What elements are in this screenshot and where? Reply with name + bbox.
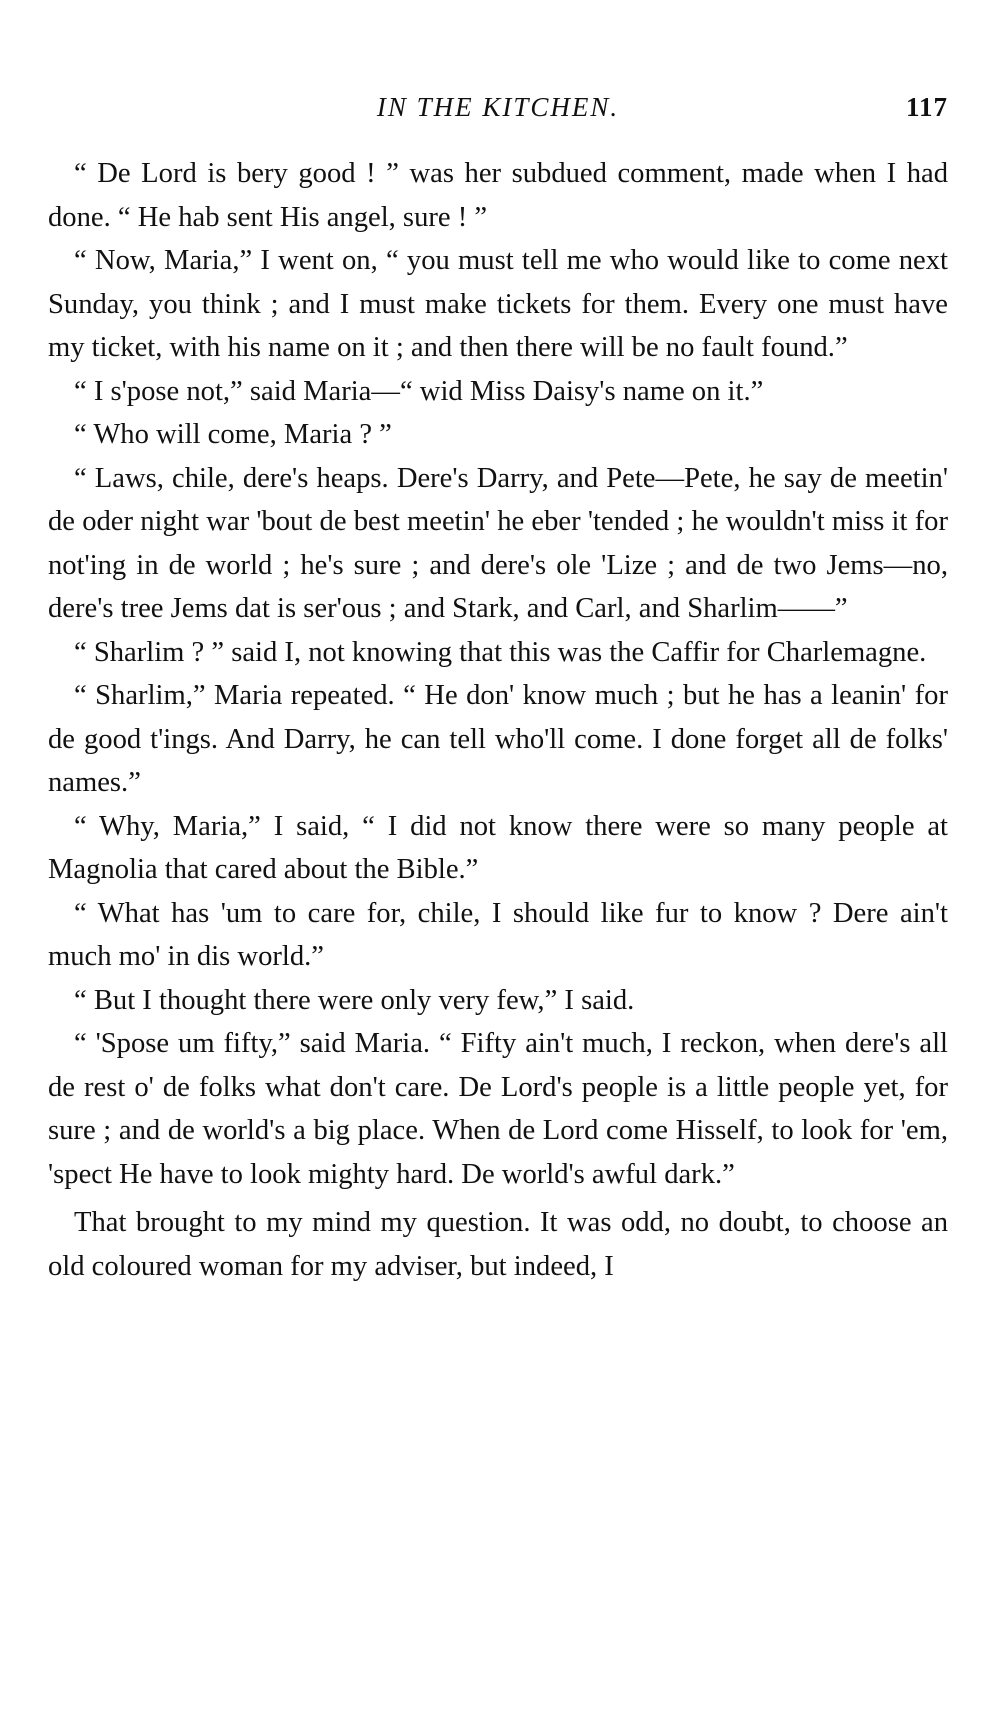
running-title: IN THE KITCHEN. bbox=[376, 92, 620, 122]
paragraph-4: “ Who will come, Maria ? ” bbox=[74, 419, 392, 450]
paragraph-2: “ Now, Maria,” I went on, “ you must tell me who would like to come next Sunday, you think ; and I must make tickets for them. Every one must have my ticket, with his name on it ; and then there will be no fault found.” bbox=[48, 245, 948, 363]
paragraph-1: “ De Lord is bery good ! ” was her subdued comment, made when I had done. “ He hab sent His angel, sure ! ” bbox=[48, 158, 948, 233]
paragraph-3: “ I s'pose not,” said Maria—“ wid Miss Daisy's name on it.” bbox=[74, 375, 764, 407]
page-header bbox=[48, 92, 948, 132]
paragraph-5: “ Laws, chile, dere's heaps. Dere's Darry, and Pete—Pete, he say de meetin' de oder night war 'bout de best meetin' he eber 'tended ; he wouldn't miss it for not'ing in de world ; he's sure ; and dere's ole 'Lize ; and de two Jems—no, dere's tree Jems dat is ser'ous ; and Stark, and Carl, and Sharlim——” bbox=[48, 462, 948, 624]
paragraph-10: “ But I thought there were only very few,” I said. bbox=[74, 984, 635, 1016]
paragraph-7: “ Sharlim,” Maria repeated. “ He don' know much ; but he has a leanin' for de good t'ings. And Darry, he can tell who'll come. I done forget all de folks' names.” bbox=[48, 680, 948, 798]
paragraph-9: “ What has 'um to care for, chile, I should like fur to know ? Dere ain't much mo' in dis world.” bbox=[48, 897, 948, 972]
paragraph-6: “ Sharlim ? ” said I, not knowing that this was the Caffir for Charlemagne. bbox=[74, 636, 927, 668]
paragraph-12: That brought to my mind my question. It was odd, no doubt, to choose an old coloured woman for my adviser, but indeed, I bbox=[48, 1207, 948, 1282]
page-number: 117 bbox=[905, 92, 948, 122]
body-text bbox=[48, 152, 948, 1288]
paragraph-11: “ 'Spose um fifty,” said Maria. “ Fifty ain't much, I reckon, when dere's all de rest o' de folks what don't care. De Lord's people is a little people yet, for sure ; and de world's a big place. When de Lord come Hisself, to look for 'em, 'spect He have to look mighty hard. De world's awful dark.” bbox=[48, 1028, 948, 1190]
paragraph-8: “ Why, Maria,” I said, “ I did not know there were so many people at Magnolia that cared about the Bible.” bbox=[48, 810, 948, 885]
